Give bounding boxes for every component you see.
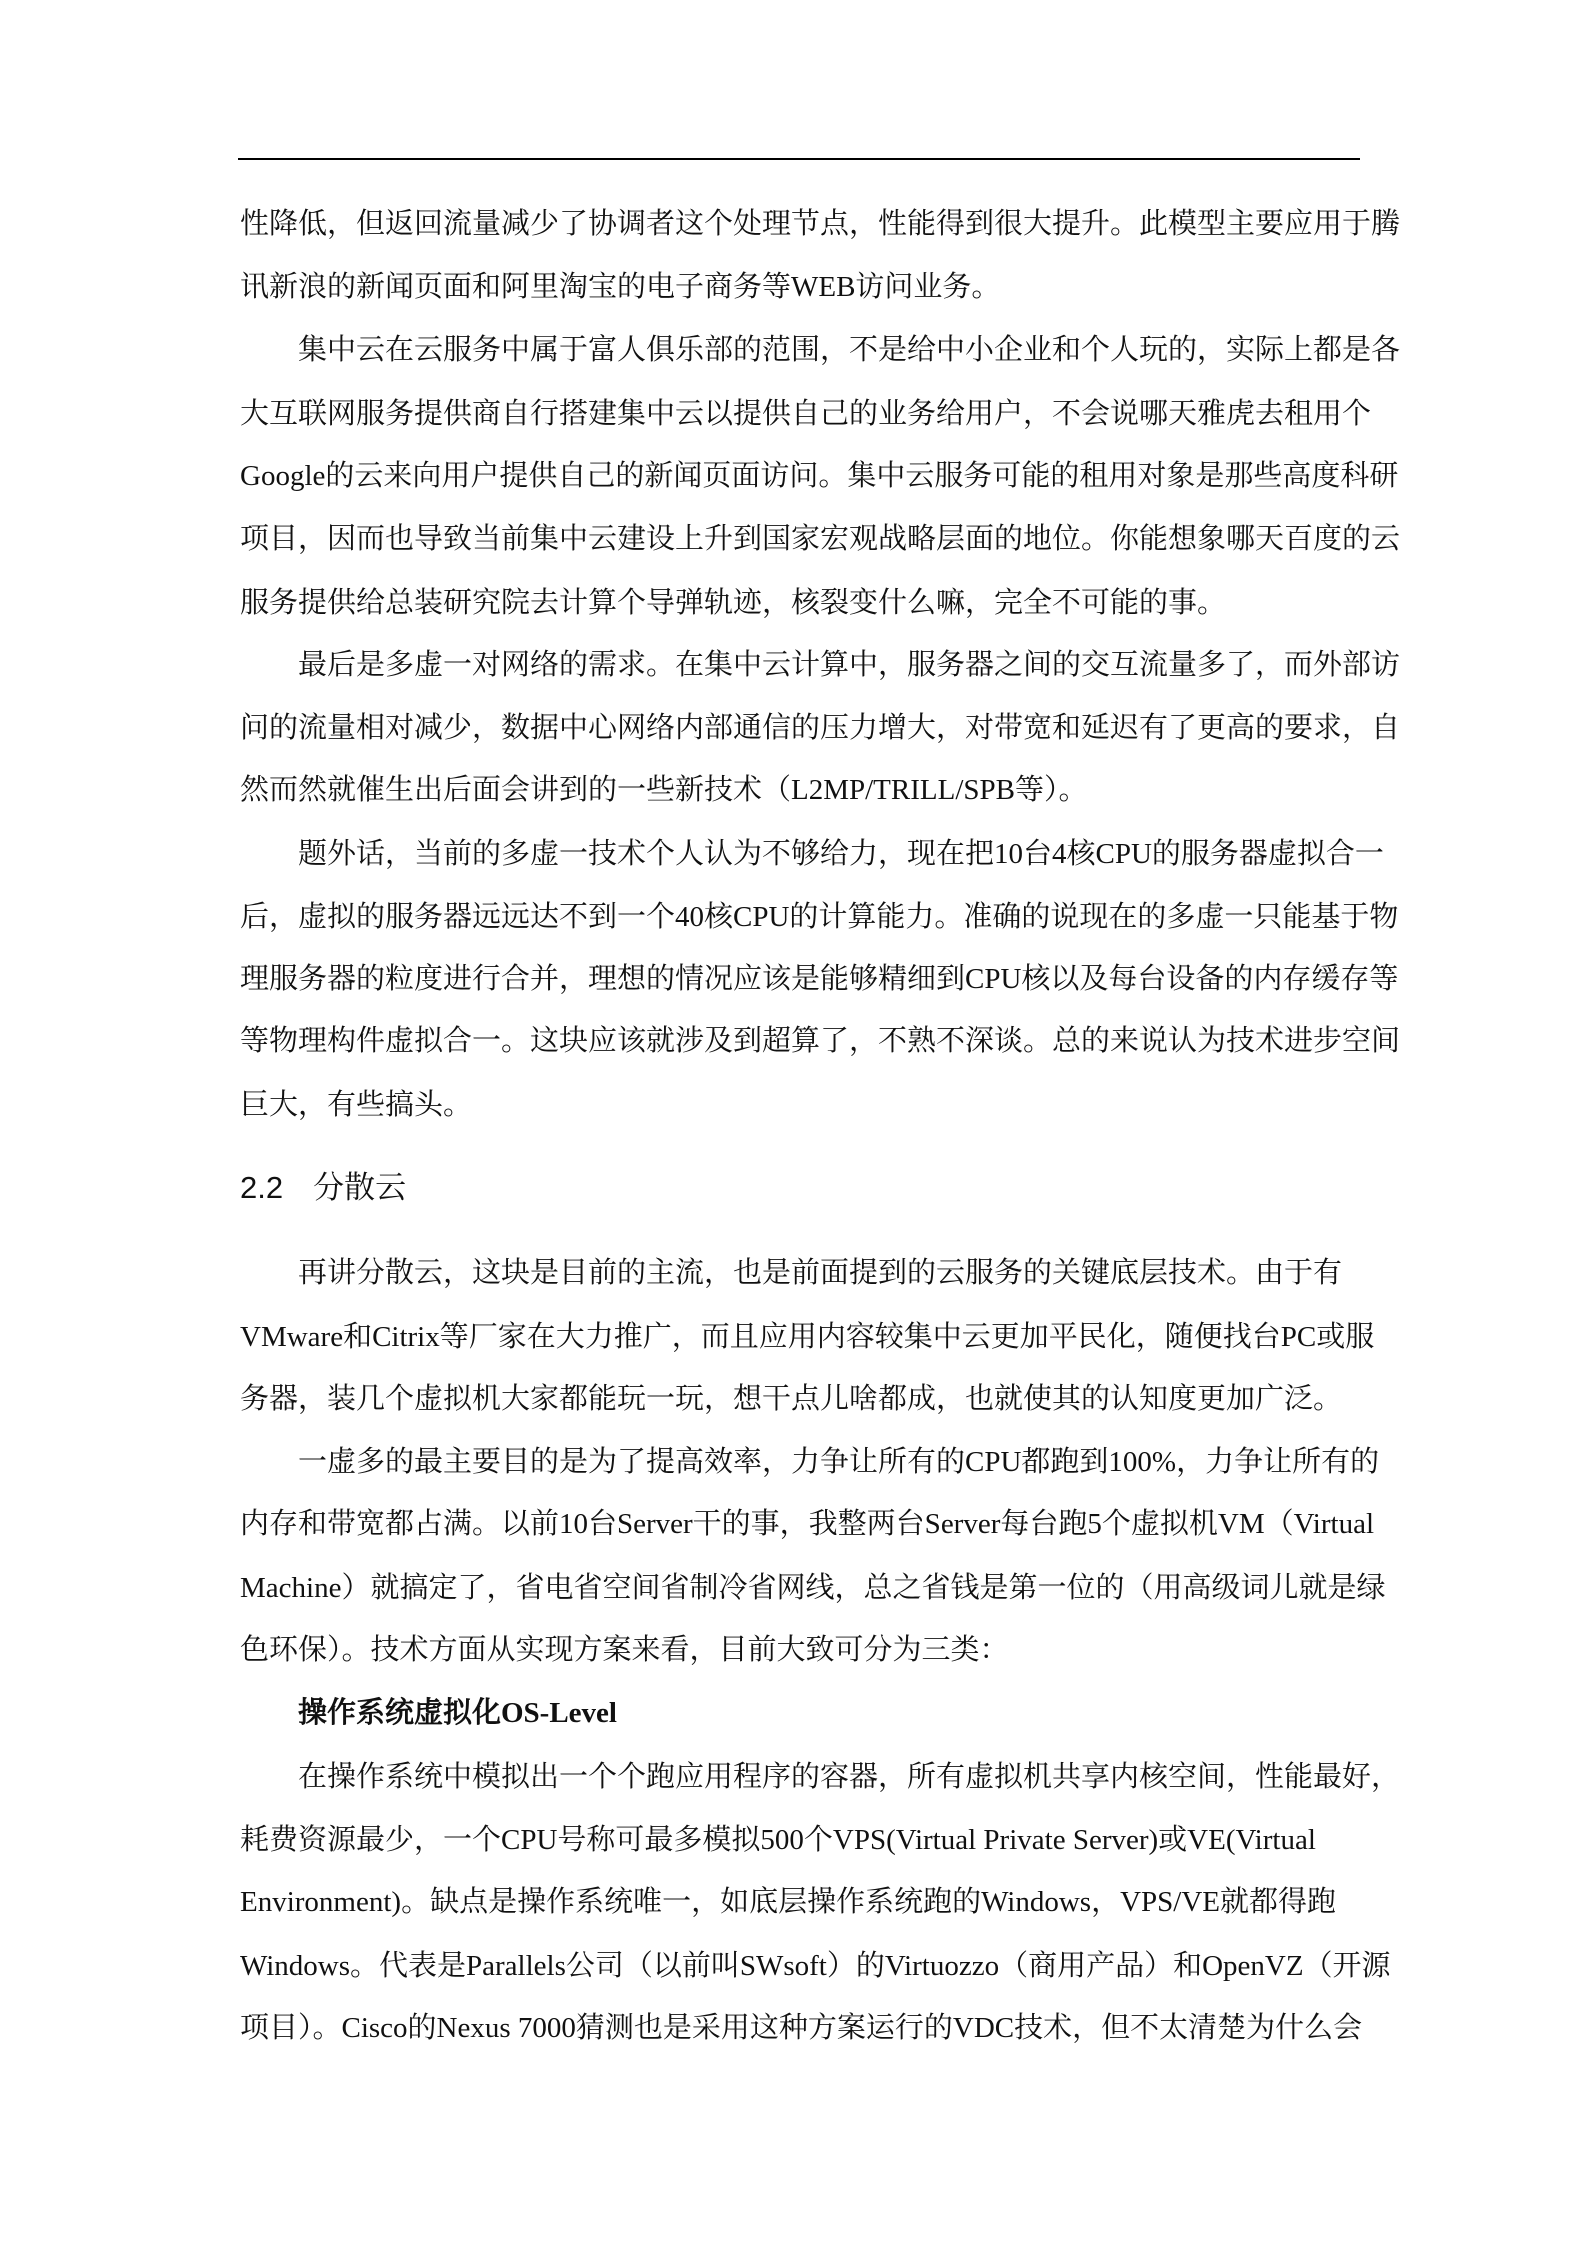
text-line: 题外话，当前的多虚一技术个人认为不够给力，现在把10台4核CPU的服务器虚拟合一 xyxy=(298,838,1384,870)
header-rule xyxy=(238,158,1360,160)
text-line: 耗费资源最少，一个CPU号称可最多模拟500个VPS(Virtual Private Server)或VE(Virtual xyxy=(240,1824,1316,1856)
text-line: VMware和Citrix等厂家在大力推广，而且应用内容较集中云更加平民化，随便找台PC或服 xyxy=(240,1321,1375,1353)
section-title: 分散云 xyxy=(313,1170,407,1205)
text-line: 集中云在云服务中属于富人俱乐部的范围，不是给中小企业和个人玩的，实际上都是各 xyxy=(298,334,1401,366)
text-line: Environment)。缺点是操作系统唯一，如底层操作系统跑的Windows，VPS/VE就都得跑 xyxy=(240,1886,1336,1918)
text-line: 再讲分散云，这块是目前的主流，也是前面提到的云服务的关键底层技术。由于有 xyxy=(298,1257,1343,1289)
text-line: 项目，因而也导致当前集中云建设上升到国家宏观战略层面的地位。你能想象哪天百度的云 xyxy=(240,523,1401,555)
text-line: 讯新浪的新闻页面和阿里淘宝的电子商务等WEB访问业务。 xyxy=(240,271,1001,303)
text-line: 大互联网服务提供商自行搭建集中云以提供自己的业务给用户，不会说哪天雅虎去租用个 xyxy=(240,398,1372,430)
text-line: 在操作系统中模拟出一个个跑应用程序的容器，所有虚拟机共享内核空间，性能最好， xyxy=(298,1761,1401,1793)
text-line: 内存和带宽都占满。以前10台Server干的事，我整两台Server每台跑5个虚拟机VM（Virtual xyxy=(240,1508,1375,1540)
text-line: 等物理构件虚拟合一。这块应该就涉及到超算了，不熟不深谈。总的来说认为技术进步空间 xyxy=(240,1025,1401,1057)
text-line: 服务提供给总装研究院去计算个导弹轨迹，核裂变什么嘛，完全不可能的事。 xyxy=(240,587,1227,619)
text-line: 色环保）。技术方面从实现方案来看，目前大致可分为三类： xyxy=(240,1634,1009,1666)
text-line: Machine）就搞定了，省电省空间省制冷省网线，总之省钱是第一位的（用高级词儿就是绿 xyxy=(240,1572,1386,1604)
text-line: Google的云来向用户提供自己的新闻页面访问。集中云服务可能的租用对象是那些高度科研 xyxy=(240,460,1399,492)
text-line: 务器，装几个虚拟机大家都能玩一玩，想干点儿啥都成，也就使其的认知度更加广泛。 xyxy=(240,1383,1343,1415)
text-line: 项目）。Cisco的Nexus 7000猜测也是采用这种方案运行的VDC技术，但不太清楚为什么会 xyxy=(240,2012,1363,2044)
section-heading xyxy=(240,1166,406,1210)
subheading: 操作系统虚拟化OS-Level xyxy=(298,1697,617,1729)
text-line: Windows。代表是Parallels公司（以前叫SWsoft）的Virtuozzo（商用产品）和OpenVZ（开源 xyxy=(240,1950,1391,1982)
text-line: 问的流量相对减少，数据中心网络内部通信的压力增大，对带宽和延迟有了更高的要求，自 xyxy=(240,712,1401,744)
text-line: 性降低，但返回流量减少了协调者这个处理节点，性能得到很大提升。此模型主要应用于腾 xyxy=(240,208,1401,240)
text-line: 一虚多的最主要目的是为了提高效率，力争让所有的CPU都跑到100%，力争让所有的 xyxy=(298,1446,1380,1478)
text-line: 然而然就催生出后面会讲到的一些新技术（L2MP/TRILL/SPB等）。 xyxy=(240,774,1088,806)
text-line: 最后是多虚一对网络的需求。在集中云计算中，服务器之间的交互流量多了，而外部访 xyxy=(298,649,1401,681)
text-line: 后，虚拟的服务器远远达不到一个40核CPU的计算能力。准确的说现在的多虚一只能基于物 xyxy=(240,901,1399,933)
text-line: 理服务器的粒度进行合并，理想的情况应该是能够精细到CPU核以及每台设备的内存缓存等 xyxy=(240,963,1399,995)
section-number: 2.2 xyxy=(240,1170,284,1205)
text-line: 巨大，有些搞头。 xyxy=(240,1089,473,1121)
